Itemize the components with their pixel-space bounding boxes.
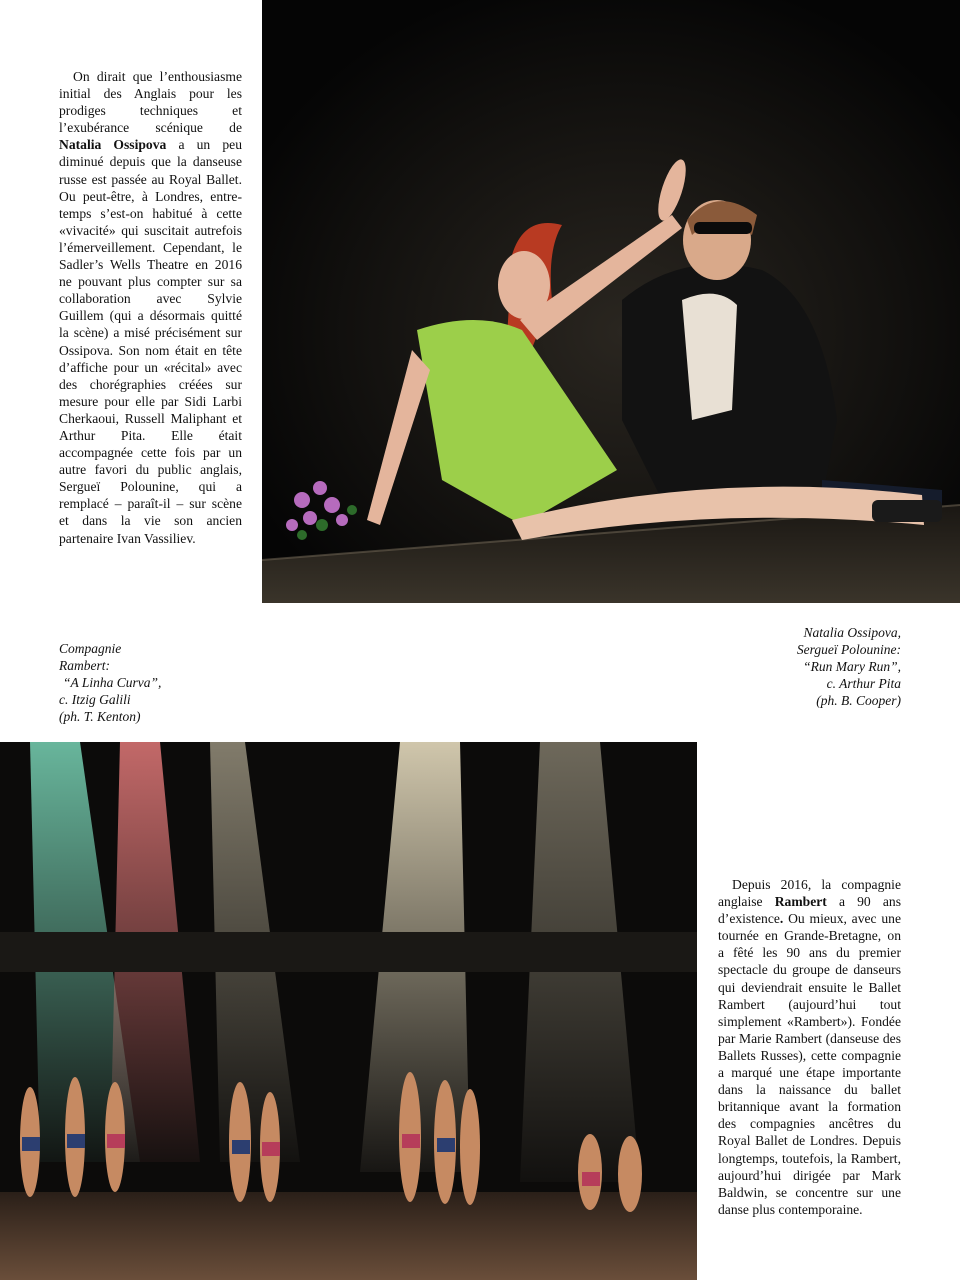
dancer-name-ossipova: Natalia Ossipova (59, 137, 167, 153)
article-column-left (59, 68, 242, 547)
photo-a-linha-curva (0, 742, 697, 1280)
company-name-rambert: Rambert (774, 894, 827, 910)
caption-a-linha-curva: Compagnie Rambert: “A Linha Curva”, c. Itzig Galili (ph. T. Kenton) (59, 641, 162, 724)
photo-run-mary-run (262, 0, 960, 603)
rambert-paragraph: Depuis 2016, la compagnie anglaise Rambert a 90 ans d’existence. Ou mieux, avec une tournée en Grande-Bretagne, on a fêté les 90 ans du premier spectacle du groupe de danseurs qui deviendrait ensuite le Ballet Rambert (aujourd’hui tout simplement «Rambert»). Fondée par Marie Rambert (danseuse des Ballets Russes), cette compagnie a marqué une étape importante dans la naissance du ballet britannique avant la formation des compagnies ancêtres du Royal Ballet de Londres. Depuis longtemps, toutefois, la Rambert, aujourd’hui dirigée par Mark Baldwin, se concentre sur une danse plus contemporaine. (718, 877, 902, 1217)
intro-paragraph: On dirait que l’enthousiasme initial des Anglais pour les prodiges techniques et l’exubérance scénique de Natalia Ossipova a un peu diminué depuis que la danseuse russe est passée au Royal Ballet. Ou peut-être, à Londres, entre-temps s’est-on habitué à cette «vivacité» qui suscitait autrefois l’émerveillement. Cependant, le Sadler’s Wells Theatre en 2016 ne pouvant plus compter sur sa collaboration avec Sylvie Guillem (qui a désormais quitté la scène) a misé précisément sur Ossipova. Son nom était en tête d’affiche pour un «récital» avec des chorégraphies créées sur mesure pour elle par Sidi Larbi Cherkaoui, Russell Maliphant et Arthur Pita. Elle était accompagnée cette fois par un autre favori du public anglais, Sergueï Polounine, qui a remplacé – paraît-il – sur scène et dans la vie son ancien partenaire Ivan Vassiliev. (59, 69, 242, 546)
article-column-right (718, 876, 901, 1218)
caption-run-mary-run: Natalia Ossipova, Sergueï Polounine: “Run Mary Run”, c. Arthur Pita (ph. B. Cooper) (796, 625, 901, 708)
